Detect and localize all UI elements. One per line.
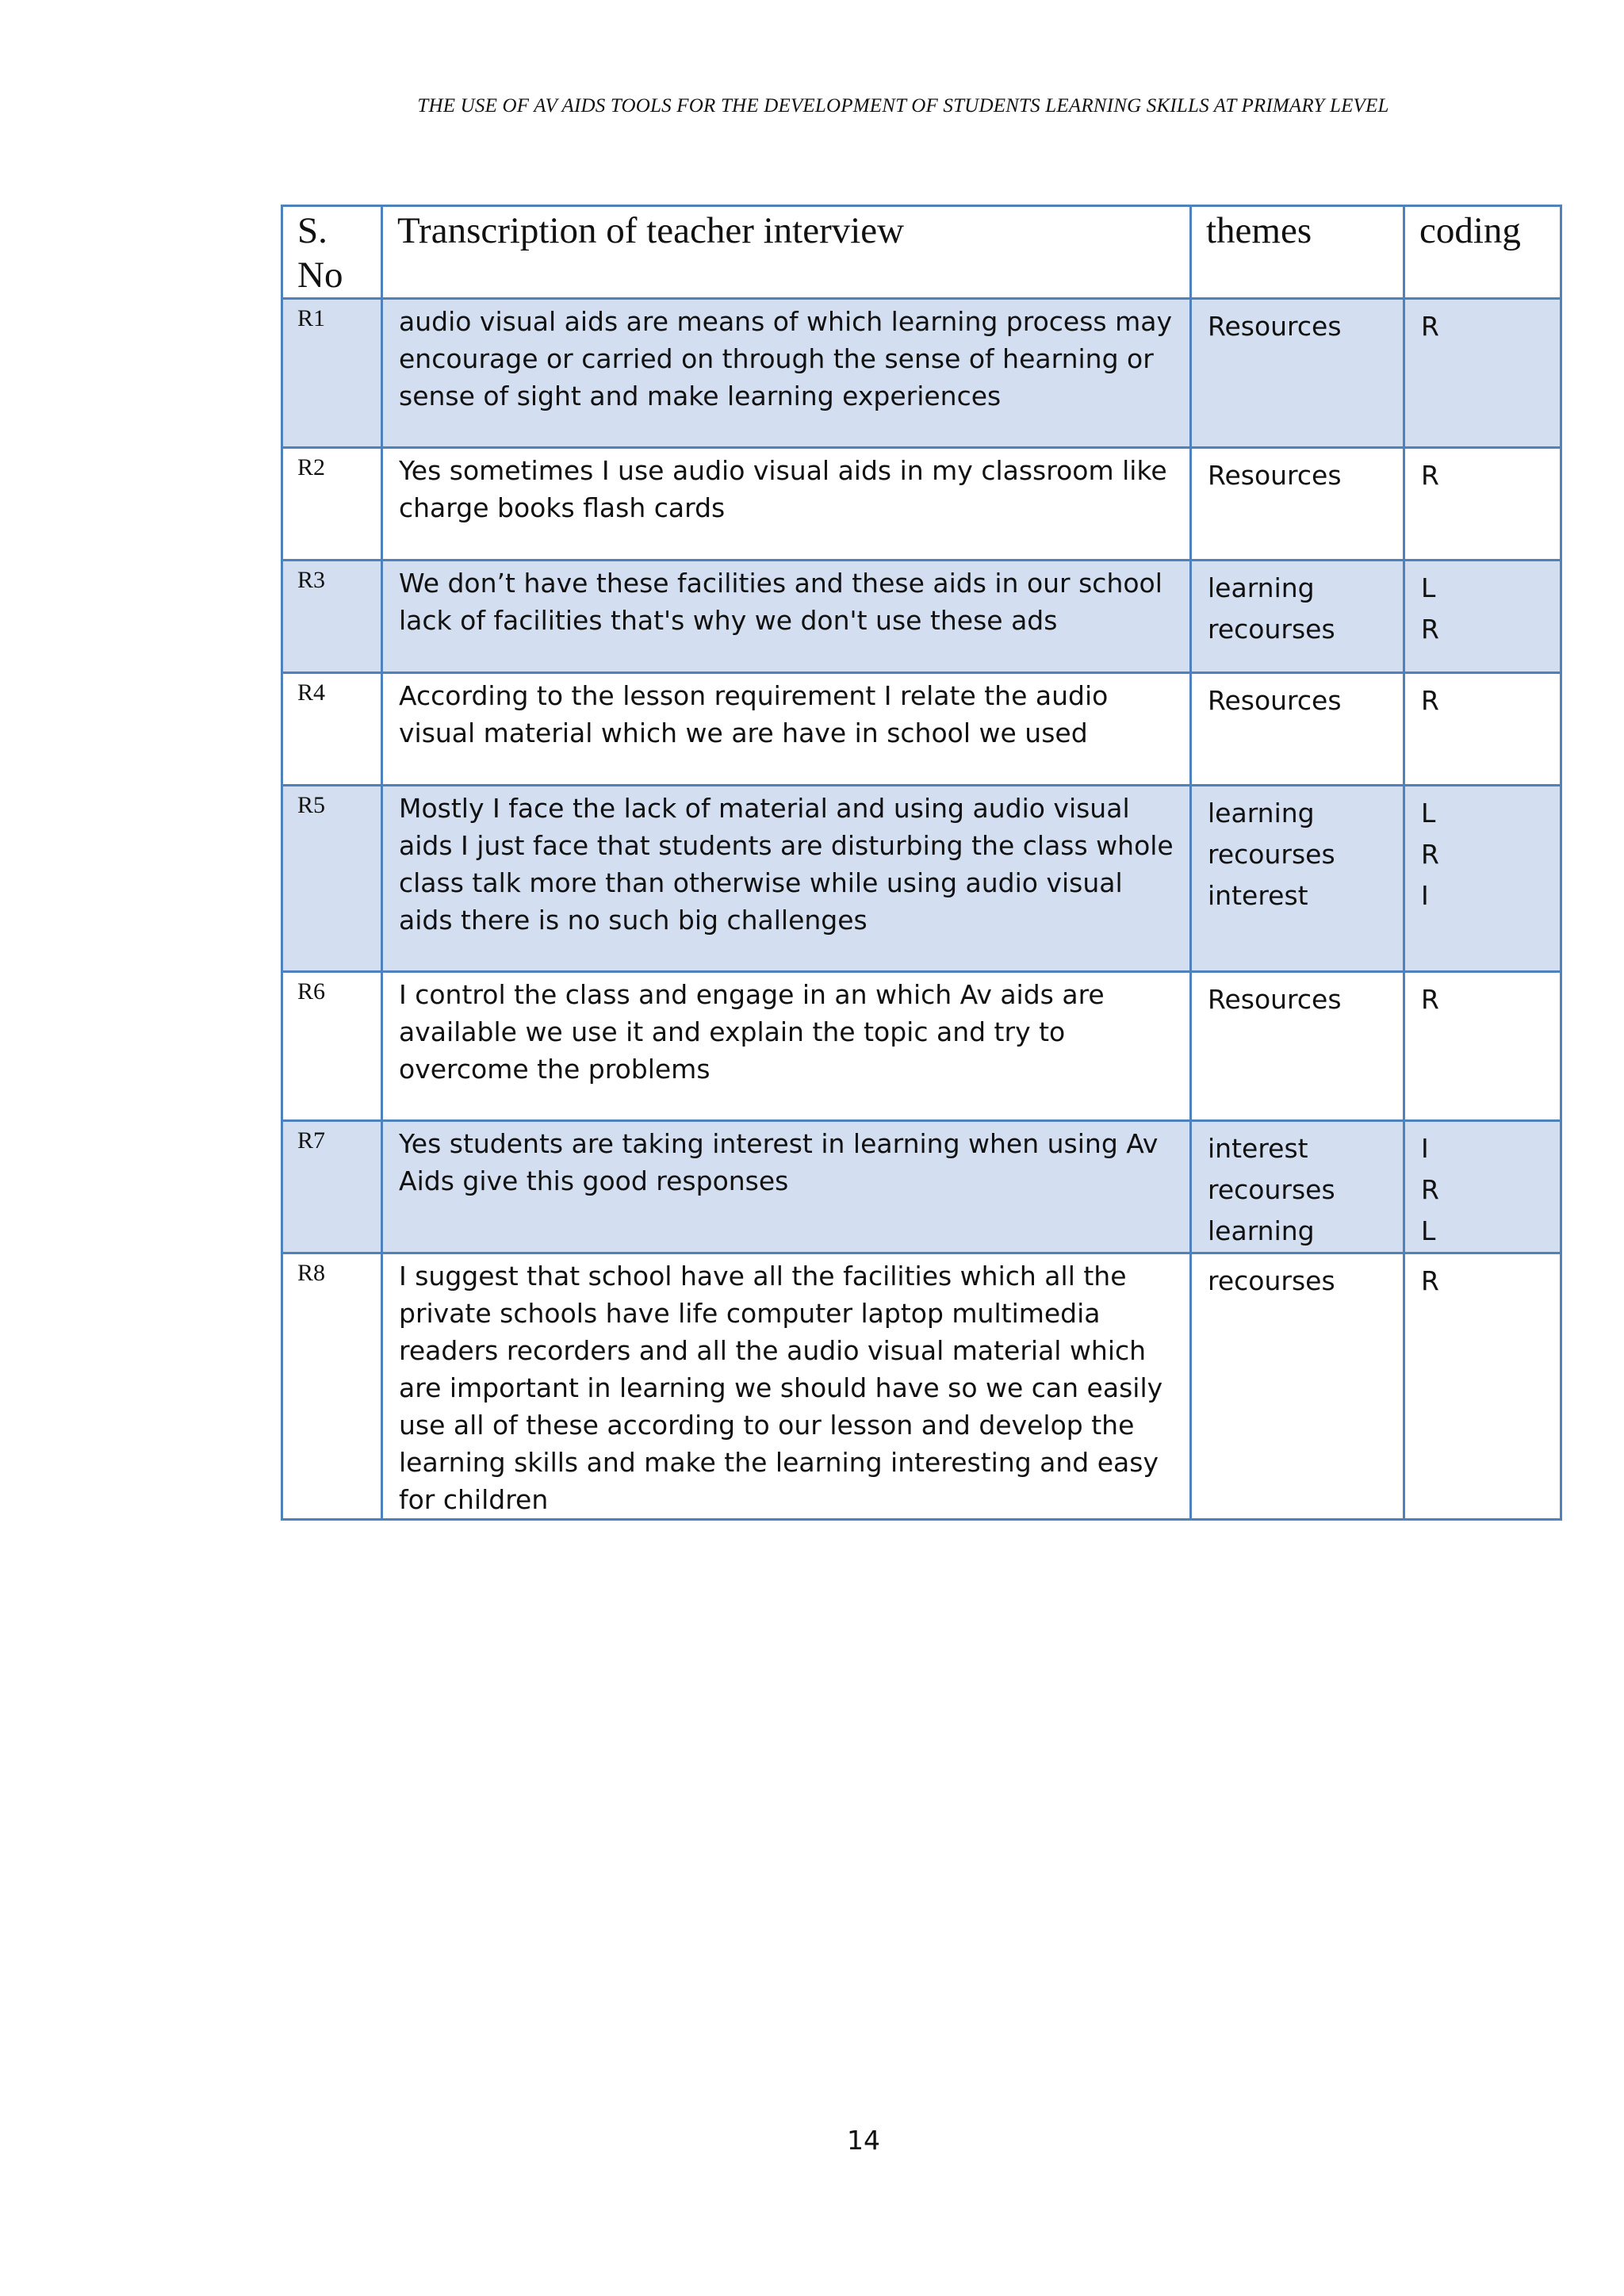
code-label: R [1421, 1174, 1439, 1205]
row-coding [1404, 448, 1561, 561]
column-header-coding: coding [1404, 206, 1561, 299]
row-sno: R2 [282, 448, 382, 561]
column-header-transcription: Transcription of teacher interview [382, 206, 1191, 299]
row-coding [1404, 299, 1561, 448]
code-label: R [1421, 311, 1439, 342]
row-sno: R1 [282, 299, 382, 448]
row-transcription: We don’t have these facilities and these aids in our school lack of facilities that's why we don't use these ads [382, 561, 1191, 673]
row-coding [1404, 972, 1561, 1121]
row-sno: R4 [282, 673, 382, 786]
code-label: I [1421, 1133, 1429, 1164]
theme-label: recourses [1208, 614, 1335, 645]
column-header-sno: S. No [282, 206, 382, 299]
column-header-themes: themes [1191, 206, 1404, 299]
row-sno: R7 [282, 1121, 382, 1253]
running-header: THE USE OF AV AIDS TOOLS FOR THE DEVELOPMENT OF STUDENTS LEARNING SKILLS AT PRIMARY LEVEL [417, 95, 1389, 117]
table-header-row [282, 206, 1561, 299]
theme-label: interest [1208, 1133, 1308, 1164]
table-row [282, 1121, 1561, 1253]
row-themes [1191, 673, 1404, 786]
row-transcription: Yes sometimes I use audio visual aids in my classroom like charge books flash cards [382, 448, 1191, 561]
row-sno: R3 [282, 561, 382, 673]
row-coding [1404, 1253, 1561, 1520]
code-label: R [1421, 614, 1439, 645]
code-label: R [1421, 460, 1439, 491]
row-transcription: audio visual aids are means of which learning process may encourage or carried on through the sense of hearning or sense of sight and make learning experiences [382, 299, 1191, 448]
theme-label: recourses [1208, 1174, 1335, 1205]
theme-label: Resources [1208, 460, 1342, 491]
row-transcription: According to the lesson requirement I relate the audio visual material which we are have in school we used [382, 673, 1191, 786]
theme-label: recourses [1208, 1265, 1335, 1296]
page-number: 14 [847, 2125, 880, 2156]
code-label: L [1421, 572, 1436, 603]
table-row [282, 1253, 1561, 1520]
theme-label: interest [1208, 880, 1308, 911]
theme-label: Resources [1208, 984, 1342, 1015]
row-transcription: Mostly I face the lack of material and using audio visual aids I just face that students are disturbing the class whole class talk more than otherwise while using audio visual aids there is no such big challenges [382, 786, 1191, 972]
code-label: L [1421, 1215, 1436, 1246]
row-coding [1404, 1121, 1561, 1253]
theme-label: learning [1208, 572, 1315, 603]
row-themes [1191, 561, 1404, 673]
theme-label: Resources [1208, 685, 1342, 716]
row-sno: R6 [282, 972, 382, 1121]
row-themes [1191, 786, 1404, 972]
table-row [282, 673, 1561, 786]
code-label: R [1421, 984, 1439, 1015]
row-themes [1191, 1121, 1404, 1253]
row-coding [1404, 561, 1561, 673]
code-label: L [1421, 798, 1436, 828]
code-label: R [1421, 839, 1439, 870]
table-row [282, 561, 1561, 673]
theme-label: recourses [1208, 839, 1335, 870]
code-label: R [1421, 685, 1439, 716]
code-label: I [1421, 880, 1429, 911]
table-row [282, 972, 1561, 1121]
table-row [282, 786, 1561, 972]
row-themes [1191, 299, 1404, 448]
theme-label: learning [1208, 1215, 1315, 1246]
row-themes [1191, 448, 1404, 561]
row-transcription: I suggest that school have all the facilities which all the private schools have life computer laptop multimedia readers recorders and all the audio visual material which are important in learning we should have so we can easily use all of these according to our lesson and develop the learning skills and make the learning interesting and easy for children [382, 1253, 1191, 1520]
theme-label: learning [1208, 798, 1315, 828]
table-row [282, 448, 1561, 561]
table-row [282, 299, 1561, 448]
code-label: R [1421, 1265, 1439, 1296]
row-coding [1404, 786, 1561, 972]
row-themes [1191, 1253, 1404, 1520]
row-transcription: Yes students are taking interest in learning when using Av Aids give this good responses [382, 1121, 1191, 1253]
row-coding [1404, 673, 1561, 786]
row-sno: R8 [282, 1253, 382, 1520]
interview-table [281, 205, 1562, 1521]
theme-label: Resources [1208, 311, 1342, 342]
row-transcription: I control the class and engage in an which Av aids are available we use it and explain the topic and try to overcome the problems [382, 972, 1191, 1121]
row-sno: R5 [282, 786, 382, 972]
row-themes [1191, 972, 1404, 1121]
